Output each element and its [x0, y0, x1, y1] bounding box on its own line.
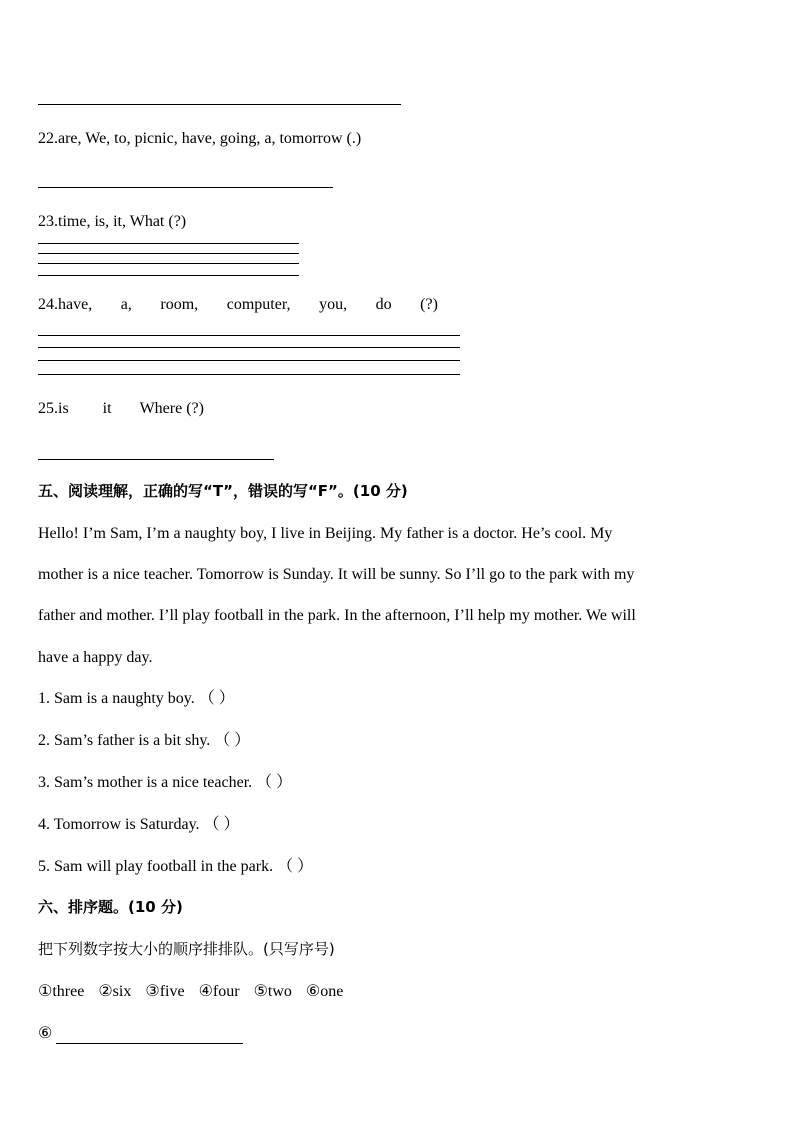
writing-line-23-3 [38, 263, 299, 264]
tf-question-1 [38, 689, 235, 709]
q24-word: (?) [420, 296, 438, 313]
q25-word: it [102, 400, 112, 417]
answer-brackets[interactable]: （ ） [198, 690, 235, 707]
q24-word: do [375, 296, 392, 313]
number-word: ④four [198, 983, 240, 1000]
number-word: ③five [145, 983, 185, 1000]
answer-line-25 [38, 459, 274, 460]
writing-line-24-4 [38, 374, 460, 375]
number-word: ⑥one [305, 983, 344, 1000]
answer-brackets[interactable]: （ ） [277, 858, 314, 875]
number-word-list [38, 982, 343, 1002]
tf-question-5 [38, 857, 313, 877]
q24-word: a, [120, 296, 132, 313]
answer-brackets[interactable]: （ ） [203, 816, 240, 833]
passage-line: mother is a nice teacher. Tomorrow is Sunday. It will be sunny. So I’ll go to the park with my [38, 566, 635, 583]
answer-brackets[interactable]: （ ） [256, 774, 293, 791]
section-6-title: 六、排序题。(10 分) [38, 898, 183, 916]
number-word: ②six [98, 983, 132, 1000]
writing-line-24-2 [38, 347, 460, 348]
answer-line-22 [38, 187, 333, 188]
writing-line-24-1 [38, 335, 460, 336]
answer-line-21 [38, 104, 401, 105]
answer-brackets[interactable]: （ ） [214, 732, 251, 749]
passage-line: Hello! I’m Sam, I’m a naughty boy, I live in Beijing. My father is a doctor. He’s cool. My [38, 525, 613, 542]
tf-question-2 [38, 731, 250, 751]
passage-line: father and mother. I’ll play football in the park. In the afternoon, I’ll help my mother. We will [38, 607, 636, 624]
writing-line-23-2 [38, 253, 299, 254]
tf-question-3 [38, 773, 292, 793]
section-5-title: 五、阅读理解，正确的写“T”，错误的写“F”。(10 分) [38, 482, 408, 500]
tf-question-text: 1. Sam is a naughty boy. [38, 690, 195, 707]
answer-line-ordering[interactable] [56, 1043, 243, 1044]
writing-line-23-1 [38, 243, 299, 244]
question-22: 22.are, We, to, picnic, have, going, a, tomorrow (.) [38, 130, 362, 147]
passage-line: have a happy day. [38, 649, 153, 666]
question-25 [38, 399, 204, 419]
number-word: ①three [38, 983, 85, 1000]
q25-word: 25.is [38, 400, 69, 417]
tf-question-4 [38, 815, 240, 835]
tf-question-text: 2. Sam’s father is a bit shy. [38, 732, 211, 749]
answer-prefix: ⑥ [38, 1025, 53, 1042]
q25-word: Where (?) [139, 400, 204, 417]
question-23: 23.time, is, it, What (?) [38, 213, 187, 230]
section-6-instruction: 把下列数字按大小的顺序排排队。(只写序号) [38, 940, 335, 958]
number-word: ⑤two [253, 983, 292, 1000]
q24-word: computer, [226, 296, 291, 313]
writing-line-24-3 [38, 360, 460, 361]
tf-question-text: 5. Sam will play football in the park. [38, 858, 274, 875]
tf-question-text: 3. Sam’s mother is a nice teacher. [38, 774, 253, 791]
writing-line-23-4 [38, 275, 299, 276]
q24-word: 24.have, [38, 296, 93, 313]
question-24 [38, 295, 438, 315]
q24-word: room, [160, 296, 199, 313]
q24-word: you, [319, 296, 348, 313]
tf-question-text: 4. Tomorrow is Saturday. [38, 816, 200, 833]
